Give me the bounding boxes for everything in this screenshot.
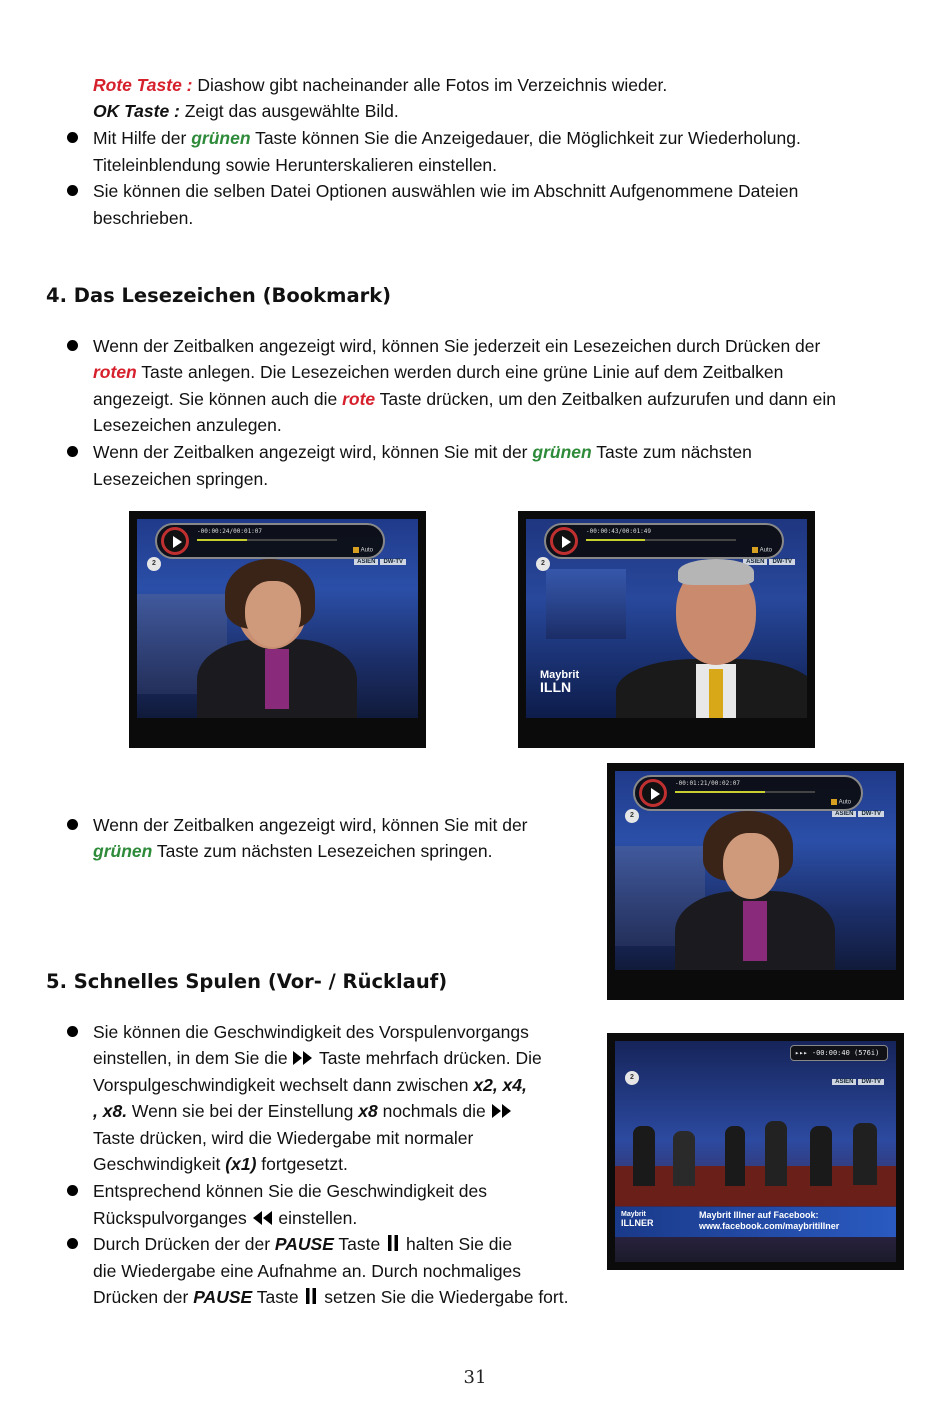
osd-progress (586, 539, 645, 541)
section5-heading: 5. Schnelles Spulen (Vor- / Rücklauf) (46, 970, 448, 993)
bullet-icon (67, 819, 78, 830)
bullet-icon (67, 132, 78, 143)
page-number: 31 (463, 1367, 487, 1388)
play-icon (550, 527, 578, 555)
facebook-banner (615, 1207, 896, 1237)
bullet-icon (67, 1185, 78, 1196)
s5-l4: , x8. Wenn sie bei der Einstellung x8 nochmals die (93, 1098, 513, 1124)
osd-track (586, 539, 736, 541)
osd-track (197, 539, 337, 541)
guest-silhouette (810, 1126, 832, 1186)
presenter-shirt (743, 901, 767, 961)
s5-l5: Taste drücken, wird die Wiedergabe mit normaler (93, 1128, 474, 1148)
screenshot-bookmark-2 (518, 511, 815, 748)
ok-key-label: OK Taste : (93, 101, 180, 121)
timebar-osd (544, 523, 784, 559)
osd-auto: Auto (831, 799, 851, 806)
s5-l2: einstellen, in dem Sie die Taste mehrfach drücken. Die (93, 1048, 542, 1068)
s4-b1-l2: roten Taste anlegen. Die Lesezeichen werden durch eine grüne Linie auf dem Zeitbalken (93, 362, 784, 382)
show-logo: Maybrit ILLNER (621, 1211, 654, 1228)
osd-auto: Auto (353, 547, 373, 554)
ok-key-text: Zeigt das ausgewählte Bild. (179, 101, 399, 121)
osd-track (675, 791, 815, 793)
s5-l6: Geschwindigkeit (x1) fortgesetzt. (93, 1154, 348, 1174)
s5-l9: Durch Drücken der der PAUSE Taste halten Sie die (93, 1234, 513, 1254)
channel-badge: ASIEN DW-TV (352, 559, 406, 565)
bullet-icon (67, 340, 78, 351)
facebook-text: Maybrit Illner auf Facebook: www.facebook.com/maybritillner (699, 1210, 840, 1231)
osd-auto: Auto (752, 547, 772, 554)
zdf-logo: 2 (625, 1071, 639, 1085)
s4-b3-l1: Wenn der Zeitbalken angezeigt wird, können Sie mit der (93, 815, 528, 835)
channel-badge: ASIEN DW-TV (741, 559, 795, 565)
red-key-text: Diashow gibt nacheinander alle Fotos im Verzeichnis wieder. (192, 75, 668, 95)
presenter-face-front (245, 581, 301, 647)
s4-b3-l2: grünen Taste zum nächsten Lesezeichen springen. (93, 841, 493, 861)
s4-b2-l2: Lesezeichen springen. (93, 469, 269, 489)
ff-speed-icon: ▸▸▸ (795, 1049, 808, 1057)
s5-l3: Vorspulgeschwindigkeit wechselt dann zwischen x2, x4, (93, 1075, 527, 1095)
ff-osd: ▸▸▸ -00:00:40 (576i) (790, 1045, 888, 1061)
zdf-logo: 2 (536, 557, 550, 571)
s4-b1-l4: Lesezeichen anzulegen. (93, 415, 282, 435)
bullet-icon (67, 1238, 78, 1249)
zdf-logo: 2 (625, 809, 639, 823)
red-key-line (93, 72, 667, 98)
building-backdrop (546, 569, 626, 639)
bullet-icon (67, 446, 78, 457)
zdf-logo: 2 (147, 557, 161, 571)
timebar-osd (155, 523, 385, 559)
section4-heading: 4. Das Lesezeichen (Bookmark) (46, 284, 392, 307)
fast-forward-icon (292, 1050, 314, 1066)
s5-l8: Rückspulvorganges einstellen. (93, 1208, 358, 1228)
intro-bullet2-line1: Sie können die selben Datei Optionen auswählen wie im Abschnitt Aufgenommene Dateien (93, 181, 799, 201)
screenshot-bookmark-1 (129, 511, 426, 748)
osd-time: -00:01:21/00:02:07 (675, 780, 741, 787)
s4-b1-l1: Wenn der Zeitbalken angezeigt wird, können Sie jederzeit ein Lesezeichen durch Drücken der (93, 336, 821, 356)
red-key-label: Rote Taste : (93, 75, 193, 95)
pause-icon (385, 1234, 401, 1252)
screenshot-bookmark-3 (607, 763, 904, 1000)
play-icon (161, 527, 189, 555)
guest-silhouette (725, 1126, 745, 1186)
osd-time: -00:00:24/00:01:07 (197, 528, 263, 535)
s4-b2-l1: Wenn der Zeitbalken angezeigt wird, können Sie mit der grünen Taste zum nächsten (93, 442, 752, 462)
s5-l11: Drücken der PAUSE Taste setzen Sie die Wiedergabe fort. (93, 1287, 569, 1307)
guest-hair (678, 559, 754, 585)
osd-time: -00:00:43/00:01:49 (586, 528, 652, 535)
show-logo: Maybrit ILLN (540, 669, 580, 695)
fast-forward-icon (491, 1103, 513, 1119)
pause-icon (303, 1287, 319, 1305)
s5-l7: Entsprechend können Sie die Geschwindigkeit des (93, 1181, 487, 1201)
guest-silhouette (673, 1131, 695, 1186)
channel-badge: ASIEN DW-TV (830, 1079, 884, 1085)
intro-bullet2-line2: beschrieben. (93, 208, 194, 228)
play-icon (639, 779, 667, 807)
osd-progress (675, 791, 765, 793)
presenter-shirt (265, 649, 289, 709)
channel-badge: ASIEN DW-TV (830, 811, 884, 817)
rewind-icon (252, 1210, 274, 1226)
bullet-icon (67, 1026, 78, 1037)
s4-b1-l3: angezeigt. Sie können auch die rote Taste drücken, um den Zeitbalken aufzurufen und dann ein (93, 389, 836, 409)
osd-progress (197, 539, 247, 541)
s5-l1: Sie können die Geschwindigkeit des Vorspulenvorgangs (93, 1022, 529, 1042)
intro-bullet1-line1: Mit Hilfe der grünen Taste können Sie die Anzeigedauer, die Möglichkeit zur Wiederholung. (93, 128, 801, 148)
ok-key-line (93, 98, 399, 124)
presenter-face (723, 833, 779, 899)
s5-l10: die Wiedergabe eine Aufnahme an. Durch nochmaliges (93, 1261, 522, 1281)
screenshot-fast-forward (607, 1033, 904, 1270)
intro-bullet1-line2: Titeleinblendung sowie Herunterskalieren einstellen. (93, 155, 498, 175)
guest-silhouette (765, 1121, 787, 1186)
guest-silhouette (633, 1126, 655, 1186)
guest-tie (709, 669, 723, 718)
bullet-icon (67, 185, 78, 196)
guest-silhouette (853, 1123, 877, 1185)
timebar-osd (633, 775, 863, 811)
